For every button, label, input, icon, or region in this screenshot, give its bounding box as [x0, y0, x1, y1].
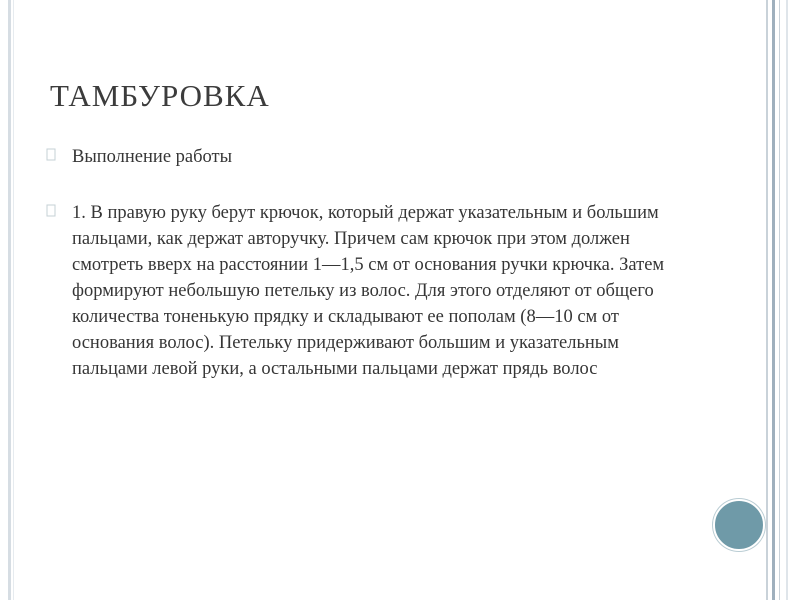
- bullet-text: Выполнение работы: [72, 147, 233, 167]
- right-line-decoration: [772, 0, 775, 600]
- bullet-icon: [46, 144, 58, 170]
- right-line-decoration: [766, 0, 768, 600]
- bullet-icon: [46, 200, 58, 226]
- bullet-item: [46, 144, 686, 170]
- bullet-item: [46, 200, 686, 382]
- bullet-text: 1. В правую руку берут крючок, который держат указательным и большим пальцами, как держат авторучку. Причем сам крючок при этом должен смотреть вверх на расстоянии 1—1,5 см от основания ручки крючка. Затем формируют небольшую петельку из волос. Для этого отделяют от общего количества тоненькую прядку и складывают ее пополам (8—10 см от основания волос). Петельку придерживают большим и указательным пальцами левой руки, а остальными пальцами держат прядь волос: [72, 203, 665, 379]
- left-border-inner-decoration: [13, 0, 14, 600]
- right-line-decoration: [786, 0, 788, 600]
- circle-icon: [713, 499, 765, 551]
- slide-title: ТАМБУРОВКА: [50, 78, 270, 113]
- right-line-decoration: [779, 0, 780, 600]
- bullet-list: [46, 144, 686, 382]
- left-border-decoration: [8, 0, 11, 600]
